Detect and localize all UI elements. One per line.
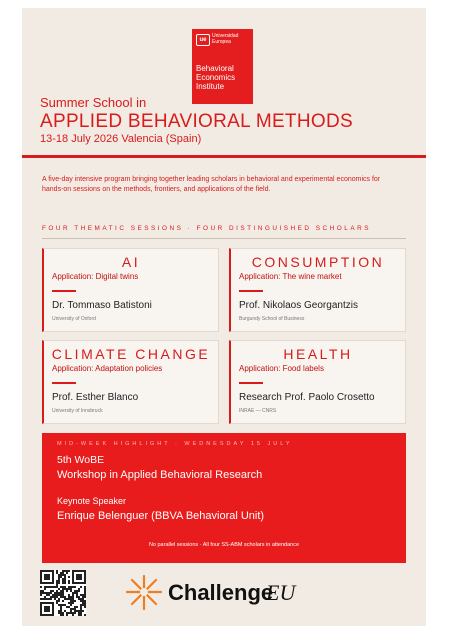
scholar-affiliation: Burgundy School of Business [239, 316, 305, 322]
card-accent-rule [52, 290, 76, 292]
scholar-affiliation: University of Innsbruck [52, 408, 103, 414]
sessions-heading: FOUR THEMATIC SESSIONS · FOUR DISTINGUISHED SCHOLARS [42, 225, 371, 232]
session-card-consumption [229, 248, 406, 332]
session-theme: AI [121, 254, 141, 270]
scholar-affiliation: University of Oxford [52, 316, 96, 322]
session-theme: CLIMATE CHANGE [51, 346, 211, 362]
scholar-name: Prof. Esther Blanco [52, 392, 139, 403]
dates-location: 13-18 July 2026 Valencia (Spain) [40, 133, 202, 145]
scholar-name: Research Prof. Paolo Crosetto [239, 392, 375, 403]
scholar-affiliation: INRAE — CNRS [239, 408, 277, 414]
session-application: Application: The wine market [239, 272, 342, 281]
session-application: Application: Digital twins [52, 272, 139, 281]
intro-paragraph: A five-day intensive program bringing together leading scholars in behavioral and experimental economics for hands-on sessions on the methods, frontiers, and applications of the field. [42, 176, 381, 193]
session-card-health [229, 340, 406, 424]
session-theme: HEALTH [283, 346, 353, 362]
title-divider [22, 155, 426, 158]
session-card-ai [42, 248, 219, 332]
institute-name: Behavioral Economics Institute [196, 64, 236, 91]
challenge-eu-logo [124, 571, 324, 618]
page-title: APPLIED BEHAVIORAL METHODS [40, 111, 353, 132]
scholar-name: Dr. Tommaso Batistoni [52, 300, 152, 311]
session-application: Application: Food labels [239, 364, 324, 373]
sessions-divider [42, 238, 406, 239]
session-application: Application: Adaptation policies [52, 364, 163, 373]
sponsor-name-bold: Challenge [168, 580, 274, 605]
qr-code-icon[interactable] [40, 570, 86, 616]
highlight-label: MID-WEEK HIGHLIGHT · WEDNESDAY 15 JULY [57, 441, 293, 447]
title-line1: Summer School in [40, 95, 147, 110]
card-accent-rule [239, 290, 263, 292]
midweek-highlight-box [42, 433, 406, 563]
session-card-climate-change [42, 340, 219, 424]
keynote-speaker: Enrique Belenguer (BBVA Behavioral Unit) [57, 510, 265, 522]
workshop-title: Workshop in Applied Behavioral Research [57, 469, 263, 481]
card-accent-rule [52, 382, 76, 384]
ue-logo-mark: ue [196, 34, 210, 46]
scholar-name: Prof. Nikolaos Georgantzis [239, 300, 358, 311]
highlight-note: No parallel sessions · All four SS-ABM scholars in attendance [148, 542, 300, 548]
sponsor-name-italic: EU [266, 580, 296, 605]
workshop-edition: 5th WoBE [57, 454, 105, 466]
keynote-label: Keynote Speaker [57, 496, 127, 506]
session-theme: CONSUMPTION [251, 254, 385, 270]
card-accent-rule [239, 382, 263, 384]
poster [22, 8, 426, 626]
university-name: Universidad Europea [212, 33, 239, 45]
institute-logo [192, 29, 253, 104]
